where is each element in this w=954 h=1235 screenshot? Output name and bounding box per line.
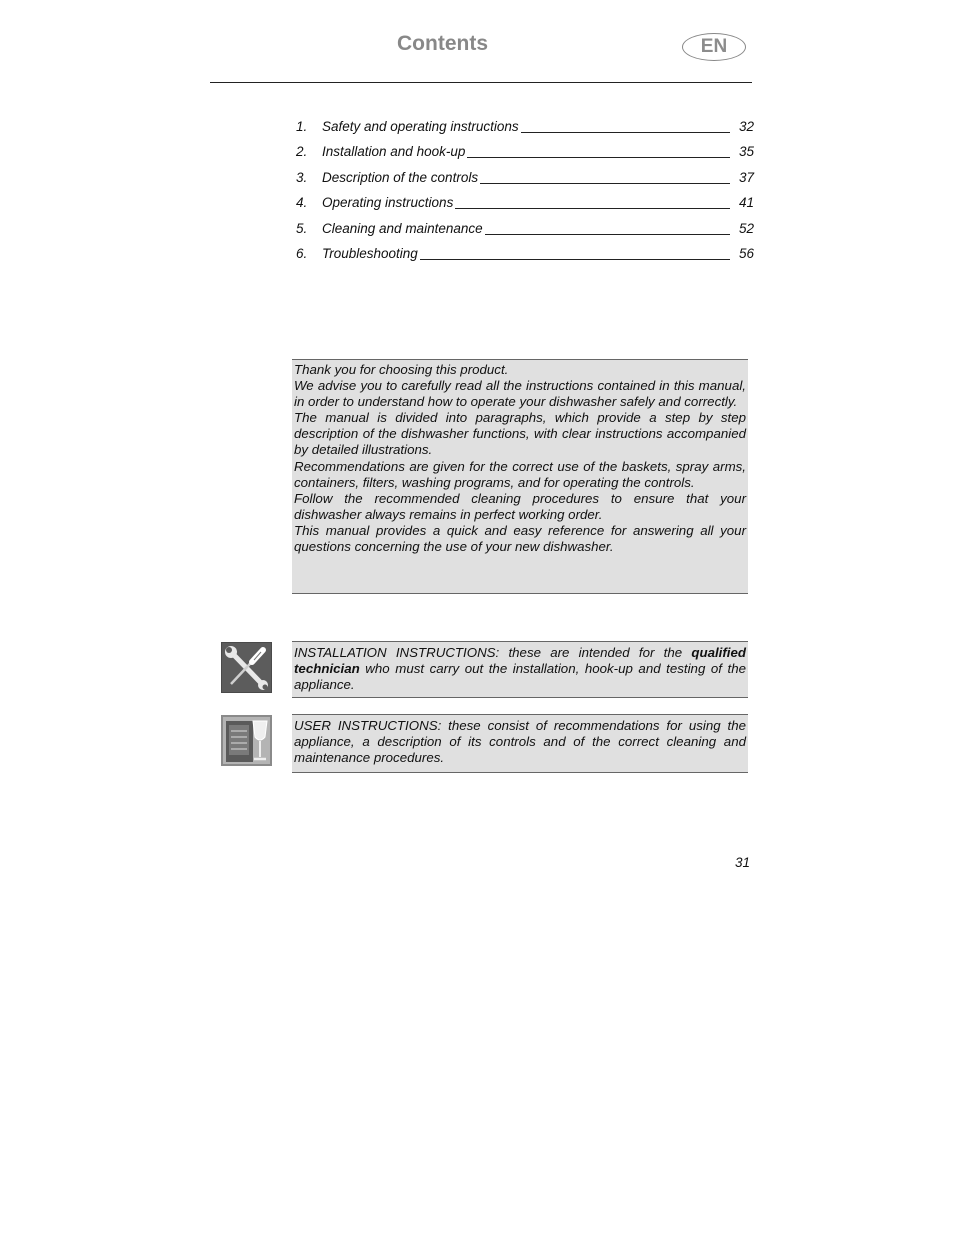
- installation-instructions-note: [292, 641, 748, 698]
- toc-entry-number: 2.: [296, 144, 308, 160]
- toc-entry-number: 5.: [296, 220, 308, 236]
- toc-entry[interactable]: [296, 220, 754, 245]
- language-badge: EN: [682, 33, 746, 61]
- intro-paragraph: Thank you for choosing this product.: [294, 362, 509, 377]
- toc-entry-number: 4.: [296, 195, 308, 211]
- toc-entry-title: Description of the controls: [322, 169, 479, 185]
- toc-entry-page: 52: [738, 220, 754, 236]
- toc-entry-page: 37: [738, 169, 754, 185]
- installation-note-text-end: who must carry out the installation, hook-up and testing of the appliance.: [294, 661, 746, 693]
- dishwasher-glass-icon: [221, 715, 272, 766]
- toc-entry-page: 32: [738, 119, 754, 134]
- table-of-contents: [296, 118, 754, 270]
- toc-entry-title: Safety and operating instructions: [322, 119, 519, 134]
- toc-entry-page: 41: [738, 195, 754, 211]
- intro-box: [292, 359, 748, 594]
- installation-note-text-start: INSTALLATION INSTRUCTIONS: these are intended for the: [294, 645, 692, 660]
- toc-leader-line: [420, 259, 730, 260]
- toc-leader-line: [455, 208, 730, 209]
- intro-paragraph: Recommendations are given for the correct use of the baskets, spray arms, containers, filters, washing programs, and for operating the controls.: [294, 458, 746, 490]
- toc-entry-title: Troubleshooting: [322, 245, 418, 261]
- toc-entry-number: 3.: [296, 169, 308, 185]
- intro-paragraph: We advise you to carefully read all the instructions contained in this manual, in order to understand how to operate your dishwasher safely and correctly.: [294, 378, 746, 410]
- wrench-screwdriver-icon: [221, 642, 272, 693]
- page-title: Contents: [397, 32, 488, 55]
- toc-leader-line: [467, 157, 730, 158]
- toc-entry[interactable]: [296, 245, 754, 270]
- toc-entry[interactable]: [296, 143, 754, 168]
- toc-entry-title: Cleaning and maintenance: [322, 220, 483, 236]
- installation-note-bold: qualified technician: [294, 645, 746, 677]
- toc-leader-line: [485, 234, 730, 235]
- toc-entry-page: 35: [738, 144, 754, 160]
- user-instructions-note: USER INSTRUCTIONS: these consist of recommendations for using the appliance, a description of its controls and of the correct cleaning and maintenance procedures.: [292, 714, 748, 773]
- toc-entry-number: 1.: [296, 119, 308, 134]
- toc-entry-title: Operating instructions: [322, 195, 454, 211]
- toc-leader-line: [521, 132, 730, 133]
- intro-paragraph: This manual provides a quick and easy reference for answering all your questions concerning the use of your new dishwasher.: [294, 522, 746, 555]
- toc-entry-title: Installation and hook-up: [322, 144, 466, 160]
- header-divider: [210, 82, 752, 83]
- intro-paragraph: The manual is divided into paragraphs, which provide a step by step description of the dishwasher functions, with clear instructions accompanied by detailed illustrations.: [294, 410, 746, 458]
- toc-entry-number: 6.: [296, 245, 308, 261]
- intro-paragraph: Follow the recommended cleaning procedures to ensure that your dishwasher always remains in perfect working order.: [294, 490, 746, 522]
- toc-entry[interactable]: [296, 194, 754, 219]
- toc-entry[interactable]: [296, 118, 754, 143]
- toc-entry[interactable]: [296, 169, 754, 194]
- toc-leader-line: [480, 183, 730, 184]
- toc-entry-page: 56: [738, 245, 754, 261]
- page-number: 31: [734, 855, 750, 870]
